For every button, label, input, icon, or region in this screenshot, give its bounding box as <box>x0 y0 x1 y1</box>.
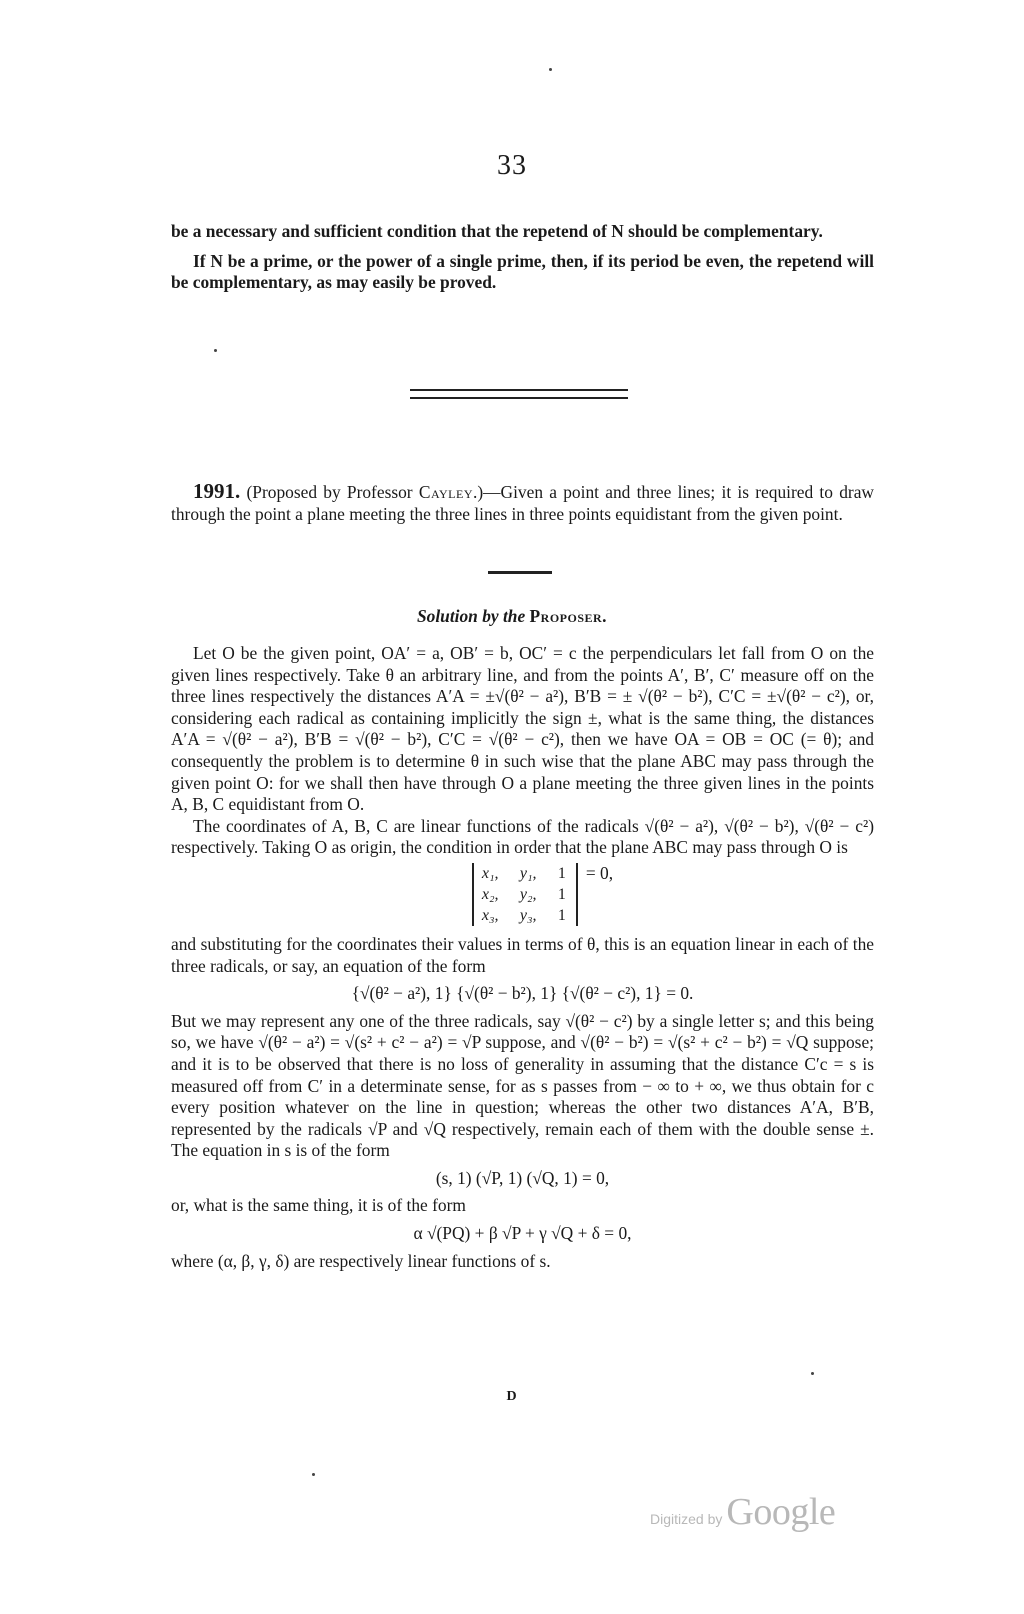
problem-paragraph <box>171 481 874 525</box>
det-cell-y3: y₃, <box>519 906 537 924</box>
speck-mark-4 <box>312 1473 315 1476</box>
problem-statement <box>171 481 874 525</box>
watermark-google-logo: Google <box>726 1491 836 1533</box>
section-divider-single <box>488 571 552 574</box>
solution-heading-name: Proposer. <box>529 606 608 626</box>
problem-proposer-name: Cayley <box>418 482 473 502</box>
det-cell-x3: x₃, <box>481 906 499 924</box>
section-divider-double <box>410 389 628 399</box>
problem-proposed-prefix: (Proposed by Professor <box>246 482 413 502</box>
solution-paragraph-2: The coordinates of A, B, C are linear functions of the radicals √(θ² − a²), √(θ² − b²), √(θ² − c²) respectively. Taking O as origin, the condition in order that the plane ABC may pass through O is <box>171 815 874 858</box>
det-cell-x1: x₁, <box>481 864 499 882</box>
equation-1: {√(θ² − a²), 1} {√(θ² − b²), 1} {√(θ² − c²), 1} = 0. <box>351 983 694 1004</box>
det-cell-one-2: 1 <box>557 885 566 903</box>
solution-paragraph-5: or, what is the same thing, it is of the form <box>171 1195 466 1216</box>
equation-2: (s, 1) (√P, 1) (√Q, 1) = 0, <box>435 1167 610 1188</box>
solution-heading-prefix: Solution by the <box>416 606 526 626</box>
det-cell-one-3: 1 <box>557 906 566 924</box>
problem-text: .)—Given a point and three lines; it is required to draw through the point a plane meeting the three lines in three points equidistant from the given point. <box>171 482 874 524</box>
problem-number: 1991. <box>193 479 241 503</box>
speck-mark-1 <box>549 68 552 71</box>
page-number: 33 <box>497 150 527 181</box>
solution-heading <box>0 606 1024 627</box>
intro-paragraph-1: be a necessary and sufficient condition that the repetend of N should be complementary. <box>171 221 823 241</box>
printer-signature: D <box>506 1389 518 1404</box>
determinant-rhs: = 0, <box>585 862 614 883</box>
intro-section <box>171 221 874 294</box>
determinant-row-2 <box>482 884 568 905</box>
digitized-watermark <box>650 1490 880 1534</box>
determinant-row-1 <box>482 863 568 884</box>
solution-paragraph-6: where (α, β, γ, δ) are respectively linear functions of s. <box>171 1250 551 1271</box>
solution-body <box>171 643 874 1272</box>
watermark-digitized-text: Digitized by <box>650 1511 723 1527</box>
determinant-row-3 <box>482 905 568 926</box>
intro-paragraph-2: If N be a prime, or the power of a single prime, then, if its period be even, the repetend will be complementary, as may easily be proved. <box>171 250 874 293</box>
speck-mark-2 <box>214 349 217 352</box>
speck-mark-3 <box>811 1372 814 1375</box>
solution-paragraph-4: But we may represent any one of the three radicals, say √(θ² − c²) by a single letter s; and this being so, we have √(θ² − a²) = √(s² + c² − a²) = √P suppose, and √(θ² − b²) = √(s² + c² − b²) = √Q suppose; and it is to be observed that there is no loss of generality in assuming that the distance C′c = s is measured off from C′ in a determinate sense, for as s passes from − ∞ to + ∞, we thus obtain for c every position whatever on the line in question; whereas the other two distances A′A, B′B, represented by the radicals √P and √Q respectively, remain each of them with the double sense ±. The equation in s is of the form <box>171 1010 874 1161</box>
det-cell-one-1: 1 <box>557 864 566 882</box>
det-cell-y2: y₂, <box>519 885 537 903</box>
solution-paragraph-1: Let O be the given point, OA′ = a, OB′ = b, OC′ = c the perpendiculars let fall from O on the given lines respectively. Take θ an arbitrary line, and from the points A′, B′, C′ measure off on the three lines respectively the distances A′A = ±√(θ² − a²), B′B = ± √(θ² − b²), C′C = ±√(θ² − c²), or, considering each radical as containing implicitly the sign ±, what is the same thing, the distances A′A = √(θ² − a²), B′B = √(θ² − b²), C′C = √(θ² − c²), then we have OA = OB = OC (= θ); and consequently the problem is to determine θ in such wise that the plane ABC may pass through the given point O: for we shall then have through O a plane meeting the three given lines in the points A, B, C equidistant from O. <box>171 643 874 815</box>
determinant-equation <box>171 863 874 926</box>
equation-3: α √(PQ) + β √P + γ √Q + δ = 0, <box>413 1223 632 1244</box>
det-cell-y1: y₁, <box>519 864 537 882</box>
solution-paragraph-3: and substituting for the coordinates their values in terms of θ, this is an equation linear in each of the three radicals, or say, an equation of the form <box>171 933 874 976</box>
det-cell-x2: x₂, <box>481 885 499 903</box>
determinant-matrix <box>472 863 578 926</box>
